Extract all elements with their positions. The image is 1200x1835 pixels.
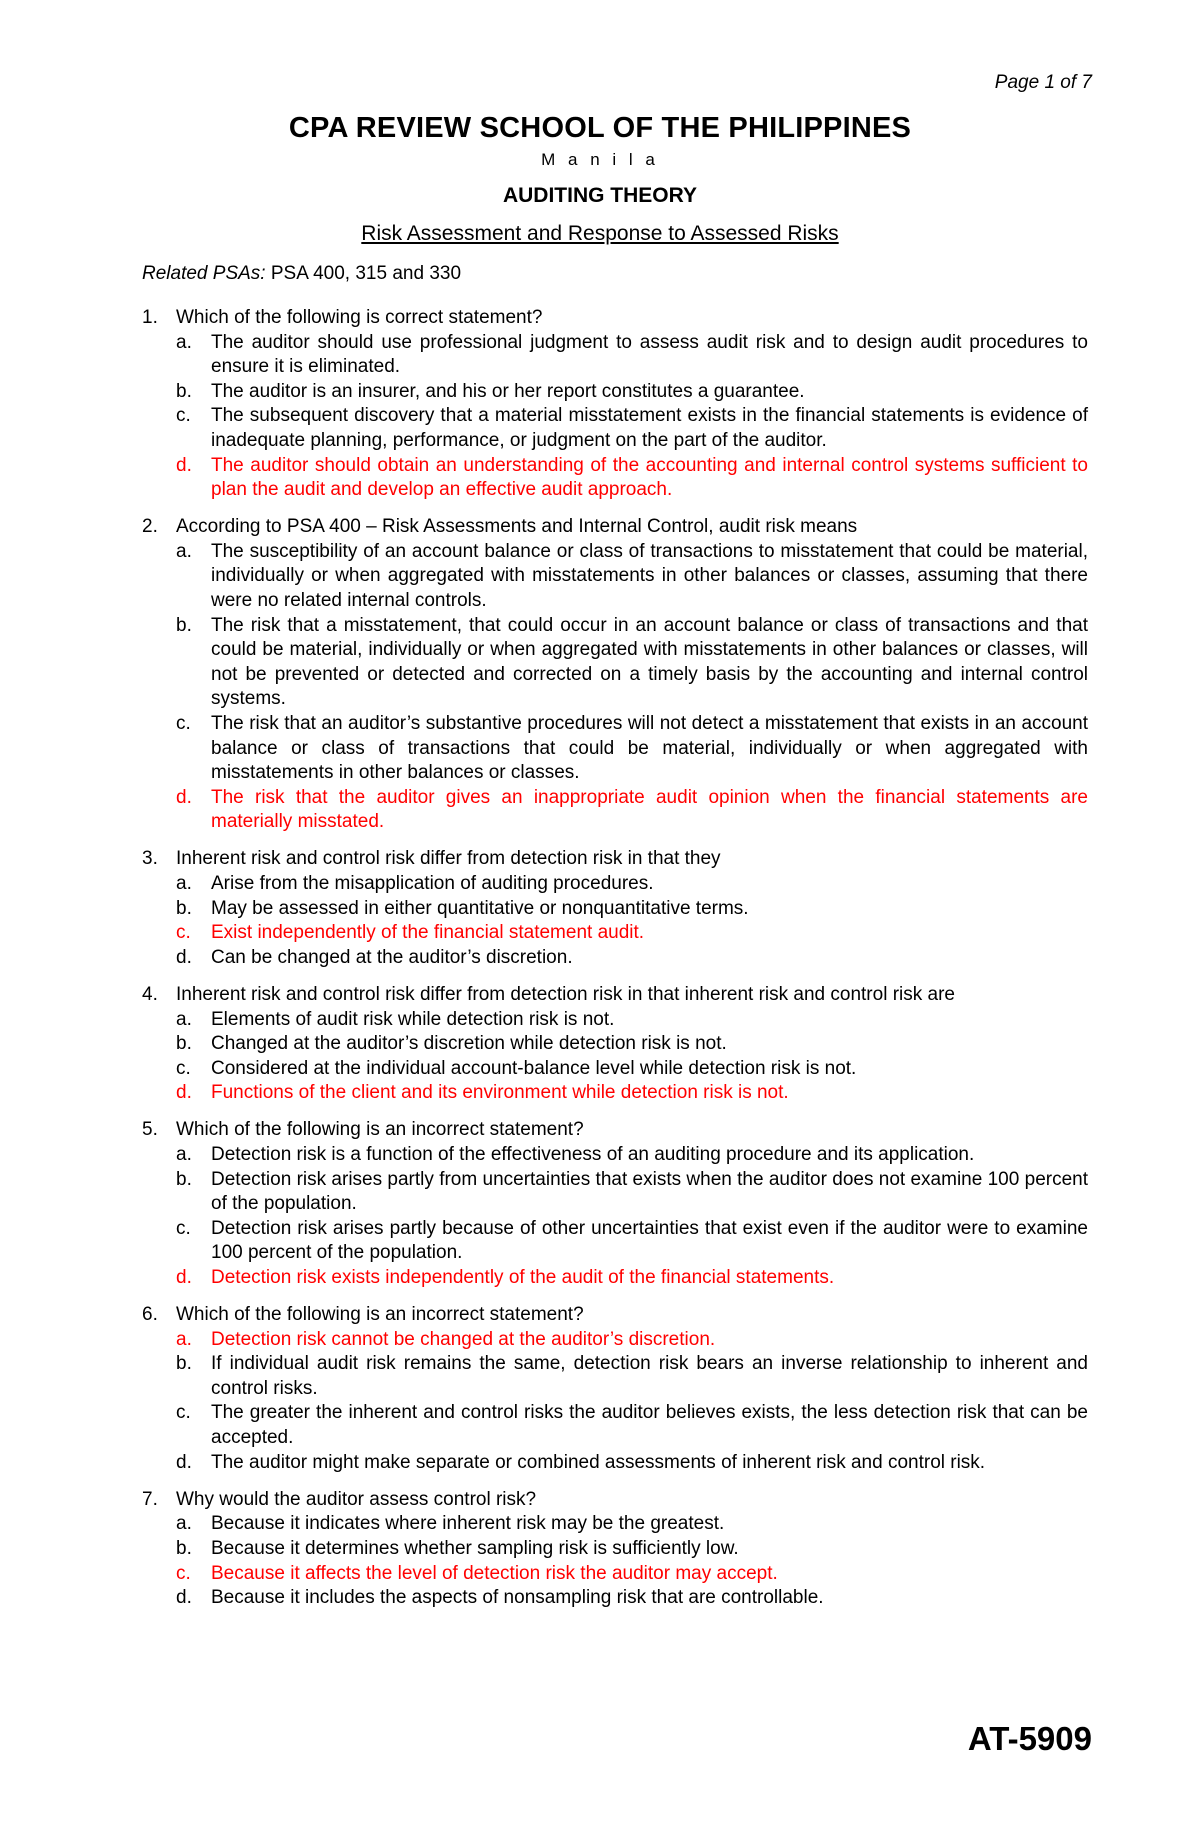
option-letter: c. [176, 713, 191, 734]
question-item [142, 983, 1088, 1106]
option-text: The risk that an auditor’s substantive procedures will not detect a misstatement that exists in an account balance or class of transactions that could be material, individually or when aggregated with misstatements in other balances or classes. [211, 713, 1088, 784]
answer-option-correct [176, 921, 1088, 946]
option-letter: b. [176, 1168, 192, 1190]
question-text: Which of the following is correct statement? [176, 307, 543, 328]
related-label: Related PSAs: [142, 263, 266, 284]
option-letter: a. [176, 1144, 192, 1165]
option-letter: c. [176, 405, 191, 427]
question-list [142, 306, 1088, 1623]
question-stem [142, 306, 1088, 331]
answer-option [176, 897, 1088, 922]
option-text: Detection risk cannot be changed at the auditor’s discretion. [211, 1328, 716, 1350]
answer-option-correct [176, 1266, 1088, 1291]
question-number: 1. [142, 307, 158, 328]
option-text: Because it indicates where inherent risk may be the greatest. [211, 1513, 725, 1535]
question-item [142, 515, 1088, 835]
question-stem [142, 515, 1088, 540]
option-letter: b. [176, 1353, 192, 1375]
option-letter: b. [176, 1033, 192, 1055]
question-text: According to PSA 400 – Risk Assessments and Internal Control, audit risk means [176, 516, 858, 538]
option-text: The risk that a misstatement, that could occur in an account balance or class of transactions and that could be material, individually or when aggregated with misstatements in other balances or classes, will not be prevented or detected and corrected on a timely basis by the accounting and internal control systems. [211, 614, 1088, 710]
option-text: Changed at the auditor’s discretion while detection risk is not. [211, 1033, 727, 1055]
option-letter: c. [176, 922, 191, 944]
question-stem [142, 983, 1088, 1008]
option-letter: d. [176, 1266, 192, 1288]
school-city: M a n i l a [541, 150, 659, 169]
question-stem [142, 1303, 1088, 1328]
option-text: The auditor should use professional judgment to assess audit risk and to design audit procedures to ensure it is eliminated. [211, 331, 1088, 378]
option-text: The auditor might make separate or combined assessments of inherent risk and control risk. [211, 1451, 986, 1473]
option-text: Detection risk arises partly from uncertainties that exists when the auditor does not examine 100 percent of the population. [211, 1168, 1088, 1215]
question-item [142, 847, 1088, 970]
option-letter: d. [176, 454, 192, 476]
answer-option-correct [176, 786, 1088, 835]
answer-option [176, 1401, 1088, 1450]
option-letter: d. [176, 1587, 192, 1609]
related-value: PSA 400, 315 and 330 [265, 263, 462, 284]
option-letter: a. [176, 1513, 192, 1535]
answer-option-correct [176, 1562, 1088, 1587]
question-stem [142, 1488, 1088, 1513]
option-letter: a. [176, 331, 192, 353]
question-item [142, 1118, 1088, 1290]
question-item [142, 1488, 1088, 1611]
answer-option-correct [176, 454, 1088, 503]
topic-heading: Risk Assessment and Response to Assessed Risks [361, 222, 839, 245]
answer-option [176, 946, 1088, 971]
answer-option [176, 540, 1088, 614]
option-text: The auditor should obtain an understanding of the accounting and internal control systems sufficient to plan the audit and develop an effective audit approach. [211, 454, 1088, 501]
option-text: Detection risk exists independently of the audit of the financial statements. [211, 1266, 835, 1288]
option-text: Detection risk is a function of the effectiveness of an auditing procedure and its application. [211, 1144, 975, 1165]
option-letter: b. [176, 897, 192, 919]
option-text: Functions of the client and its environment while detection risk is not. [211, 1082, 789, 1104]
option-letter: d. [176, 1082, 192, 1104]
question-number: 3. [142, 848, 158, 870]
page-number: Page 1 of 7 [994, 72, 1092, 93]
answer-option [176, 1586, 1088, 1611]
answer-option [176, 1057, 1088, 1082]
option-letter: b. [176, 380, 192, 402]
answer-option [176, 404, 1088, 453]
option-text: Can be changed at the auditor’s discretion. [211, 946, 573, 968]
question-stem [142, 847, 1088, 872]
option-text: Elements of audit risk while detection risk is not. [211, 1008, 615, 1030]
option-letter: c. [176, 1057, 191, 1079]
option-letter: c. [176, 1402, 191, 1424]
option-text: If individual audit risk remains the same, detection risk bears an inverse relationship to inherent and control risks. [211, 1353, 1088, 1399]
option-letter: b. [176, 614, 192, 636]
answer-option-correct [176, 1081, 1088, 1106]
question-text: Why would the auditor assess control risk? [176, 1488, 537, 1510]
question-text: Which of the following is an incorrect statement? [176, 1119, 584, 1141]
answer-option [176, 1032, 1088, 1057]
answer-option [176, 1352, 1088, 1401]
option-text: Because it determines whether sampling risk is sufficiently low. [211, 1537, 739, 1559]
answer-option [176, 712, 1088, 786]
answer-option [176, 1008, 1088, 1033]
option-letter: c. [176, 1562, 191, 1584]
question-number: 4. [142, 983, 158, 1005]
answer-option [176, 1143, 1088, 1168]
option-letter: a. [176, 1008, 192, 1030]
answer-option [176, 1451, 1088, 1476]
answer-option [176, 872, 1088, 897]
school-title: CPA REVIEW SCHOOL OF THE PHILIPPINES [288, 112, 912, 144]
question-stem [142, 1118, 1088, 1143]
subject-heading: AUDITING THEORY [502, 184, 698, 207]
option-text: Because it includes the aspects of nonsampling risk that are controllable. [211, 1587, 824, 1609]
option-letter: a. [176, 540, 192, 562]
option-text: The susceptibility of an account balance or class of transactions to misstatement that could be material, individually or when aggregated with misstatements in other balances or classes, assuming that there were no related internal controls. [211, 540, 1088, 612]
answer-option [176, 1168, 1088, 1217]
answer-option-correct [176, 1328, 1088, 1353]
option-text: The subsequent discovery that a material misstatement exists in the financial statements is evidence of inadequate planning, performance, or judgment on the part of the auditor. [211, 405, 1088, 451]
option-text: May be assessed in either quantitative or nonquantitative terms. [211, 897, 749, 919]
option-letter: d. [176, 946, 192, 968]
question-item [142, 306, 1088, 503]
answer-option [176, 1537, 1088, 1562]
question-number: 7. [142, 1488, 158, 1510]
option-letter: a. [176, 1328, 192, 1350]
option-text: Considered at the individual account-balance level while detection risk is not. [211, 1057, 857, 1079]
question-number: 6. [142, 1304, 158, 1326]
answer-option [176, 1217, 1088, 1266]
answer-option [176, 331, 1088, 380]
question-item [142, 1303, 1088, 1475]
answer-option [176, 614, 1088, 712]
document-code: AT-5909 [967, 1720, 1092, 1757]
option-text: The greater the inherent and control risks the auditor believes exists, the less detection risk that can be accepted. [211, 1402, 1088, 1449]
answer-option [176, 380, 1088, 405]
question-number: 2. [142, 516, 158, 538]
option-text: The auditor is an insurer, and his or her report constitutes a guarantee. [211, 380, 805, 402]
option-text: Detection risk arises partly because of other uncertainties that exist even if the auditor were to examine 100 percent of the population. [211, 1217, 1088, 1264]
question-number: 5. [142, 1119, 158, 1141]
option-text: Because it affects the level of detection risk the auditor may accept. [211, 1562, 778, 1584]
option-text: Exist independently of the financial statement audit. [211, 922, 645, 944]
question-text: Which of the following is an incorrect statement? [176, 1304, 584, 1326]
option-letter: b. [176, 1537, 192, 1559]
option-text: The risk that the auditor gives an inappropriate audit opinion when the financial statements are materially misstated. [211, 786, 1088, 833]
related-psas [142, 263, 461, 285]
option-letter: a. [176, 873, 192, 895]
option-letter: d. [176, 786, 192, 808]
question-text: Inherent risk and control risk differ from detection risk in that they [176, 848, 721, 870]
answer-option [176, 1512, 1088, 1537]
option-letter: d. [176, 1451, 192, 1473]
option-letter: c. [176, 1217, 191, 1239]
option-text: Arise from the misapplication of auditing procedures. [211, 873, 654, 895]
question-text: Inherent risk and control risk differ from detection risk in that inherent risk and control risk are [176, 983, 955, 1005]
